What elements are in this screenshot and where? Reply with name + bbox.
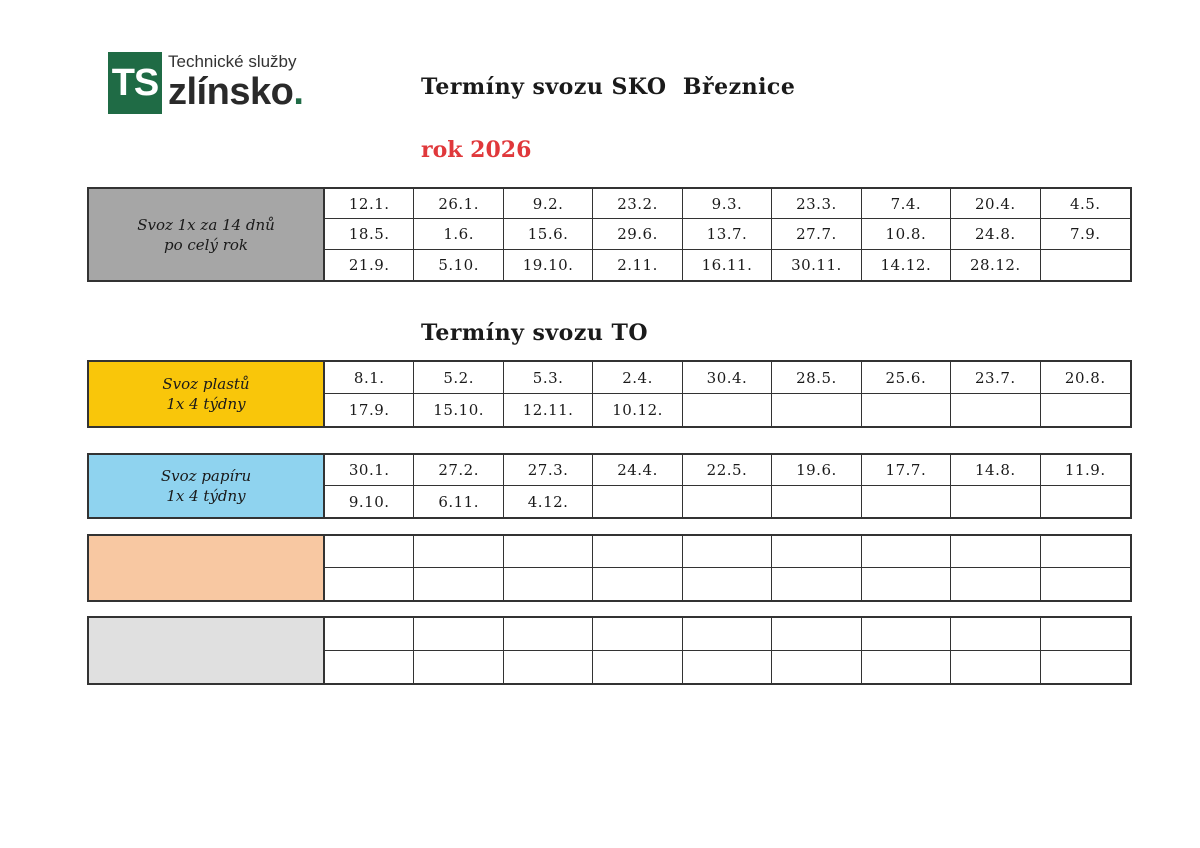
date-cell bbox=[683, 536, 772, 568]
date-cell bbox=[593, 568, 682, 600]
empty2-label bbox=[89, 618, 325, 683]
logo-text bbox=[168, 52, 303, 114]
date-cell: 27.2. bbox=[414, 455, 503, 486]
date-cell: 14.8. bbox=[951, 455, 1040, 486]
logo bbox=[108, 52, 303, 114]
date-cell: 24.8. bbox=[951, 219, 1040, 249]
date-cell: 7.9. bbox=[1041, 219, 1130, 249]
date-cell: 2.11. bbox=[593, 250, 682, 280]
papir-date-grid bbox=[325, 455, 1130, 517]
empty2-date-grid bbox=[325, 618, 1130, 683]
date-cell bbox=[1041, 618, 1130, 651]
date-cell bbox=[1041, 568, 1130, 600]
date-cell: 19.6. bbox=[772, 455, 861, 486]
date-cell bbox=[862, 568, 951, 600]
date-cell bbox=[325, 568, 414, 600]
date-cell: 10.8. bbox=[862, 219, 951, 249]
date-cell bbox=[772, 394, 861, 426]
date-cell bbox=[414, 568, 503, 600]
date-cell: 1.6. bbox=[414, 219, 503, 249]
date-cell: 22.5. bbox=[683, 455, 772, 486]
date-cell bbox=[325, 618, 414, 651]
date-cell: 23.7. bbox=[951, 362, 1040, 394]
date-cell: 17.7. bbox=[862, 455, 951, 486]
date-cell: 24.4. bbox=[593, 455, 682, 486]
date-cell bbox=[504, 651, 593, 684]
date-cell: 4.12. bbox=[504, 486, 593, 517]
section-title-to: Termíny svozu TO bbox=[421, 320, 649, 346]
date-cell bbox=[1041, 394, 1130, 426]
date-cell: 21.9. bbox=[325, 250, 414, 280]
date-cell: 30.4. bbox=[683, 362, 772, 394]
logo-subtitle: Technické služby bbox=[168, 52, 297, 71]
date-cell bbox=[325, 536, 414, 568]
date-cell bbox=[504, 568, 593, 600]
date-cell: 8.1. bbox=[325, 362, 414, 394]
date-cell bbox=[414, 651, 503, 684]
date-cell bbox=[951, 618, 1040, 651]
page-title: Termíny svozu SKO Březnice bbox=[421, 74, 796, 100]
date-cell bbox=[414, 536, 503, 568]
plasty-label-line: 1x 4 týdny bbox=[166, 395, 246, 413]
date-cell: 26.1. bbox=[414, 189, 503, 219]
papir-label-line: Svoz papíru bbox=[160, 467, 252, 485]
plasty-label bbox=[89, 362, 325, 426]
date-cell bbox=[593, 651, 682, 684]
date-cell: 6.11. bbox=[414, 486, 503, 517]
logo-name-text: zlínsko bbox=[168, 71, 294, 113]
date-cell: 12.1. bbox=[325, 189, 414, 219]
year-label: rok 2026 bbox=[421, 137, 532, 163]
sko-label-line: Svoz 1x za 14 dnů bbox=[137, 215, 275, 234]
date-cell bbox=[772, 536, 861, 568]
date-cell bbox=[1041, 486, 1130, 517]
plastic-schedule-table bbox=[87, 360, 1132, 428]
date-cell bbox=[772, 651, 861, 684]
date-cell: 2.4. bbox=[593, 362, 682, 394]
sko-date-grid bbox=[325, 189, 1130, 280]
date-cell bbox=[951, 568, 1040, 600]
date-cell: 5.10. bbox=[414, 250, 503, 280]
date-cell: 28.12. bbox=[951, 250, 1040, 280]
date-cell: 23.2. bbox=[593, 189, 682, 219]
logo-badge: TS bbox=[108, 52, 162, 114]
date-cell bbox=[683, 568, 772, 600]
date-cell bbox=[772, 618, 861, 651]
date-cell: 18.5. bbox=[325, 219, 414, 249]
date-cell bbox=[593, 536, 682, 568]
date-cell: 25.6. bbox=[862, 362, 951, 394]
date-cell bbox=[1041, 250, 1130, 280]
date-cell: 4.5. bbox=[1041, 189, 1130, 219]
date-cell: 13.7. bbox=[683, 219, 772, 249]
sko-label bbox=[89, 189, 325, 280]
date-cell: 30.11. bbox=[772, 250, 861, 280]
date-cell bbox=[951, 536, 1040, 568]
date-cell: 5.3. bbox=[504, 362, 593, 394]
date-cell bbox=[593, 618, 682, 651]
date-cell: 19.10. bbox=[504, 250, 593, 280]
date-cell: 16.11. bbox=[683, 250, 772, 280]
date-cell bbox=[862, 536, 951, 568]
empty-schedule-table-2 bbox=[87, 616, 1132, 685]
date-cell bbox=[325, 651, 414, 684]
date-cell: 12.11. bbox=[504, 394, 593, 426]
empty1-label bbox=[89, 536, 325, 600]
empty-schedule-table-1 bbox=[87, 534, 1132, 602]
date-cell bbox=[414, 618, 503, 651]
plasty-date-grid bbox=[325, 362, 1130, 426]
papir-label bbox=[89, 455, 325, 517]
date-cell bbox=[683, 394, 772, 426]
date-cell: 30.1. bbox=[325, 455, 414, 486]
date-cell: 28.5. bbox=[772, 362, 861, 394]
date-cell: 5.2. bbox=[414, 362, 503, 394]
date-cell bbox=[683, 486, 772, 517]
date-cell: 15.10. bbox=[414, 394, 503, 426]
date-cell bbox=[951, 651, 1040, 684]
plasty-label-line: Svoz plastů bbox=[162, 375, 250, 393]
date-cell: 20.4. bbox=[951, 189, 1040, 219]
date-cell: 27.3. bbox=[504, 455, 593, 486]
logo-dot: . bbox=[293, 71, 304, 113]
date-cell bbox=[504, 618, 593, 651]
date-cell: 29.6. bbox=[593, 219, 682, 249]
logo-name bbox=[168, 72, 303, 112]
papir-label-line: 1x 4 týdny bbox=[166, 487, 246, 505]
date-cell: 15.6. bbox=[504, 219, 593, 249]
date-cell: 23.3. bbox=[772, 189, 861, 219]
date-cell: 11.9. bbox=[1041, 455, 1130, 486]
date-cell bbox=[951, 394, 1040, 426]
sko-schedule-table bbox=[87, 187, 1132, 282]
paper-schedule-table bbox=[87, 453, 1132, 519]
date-cell: 9.3. bbox=[683, 189, 772, 219]
date-cell: 10.12. bbox=[593, 394, 682, 426]
date-cell: 9.2. bbox=[504, 189, 593, 219]
date-cell bbox=[683, 618, 772, 651]
date-cell bbox=[951, 486, 1040, 517]
date-cell bbox=[862, 394, 951, 426]
date-cell bbox=[504, 536, 593, 568]
date-cell bbox=[772, 486, 861, 517]
date-cell bbox=[1041, 536, 1130, 568]
date-cell: 17.9. bbox=[325, 394, 414, 426]
date-cell bbox=[772, 568, 861, 600]
date-cell: 20.8. bbox=[1041, 362, 1130, 394]
date-cell bbox=[862, 651, 951, 684]
date-cell: 27.7. bbox=[772, 219, 861, 249]
date-cell: 7.4. bbox=[862, 189, 951, 219]
sko-label-line: po celý rok bbox=[163, 235, 248, 254]
date-cell bbox=[683, 651, 772, 684]
date-cell: 9.10. bbox=[325, 486, 414, 517]
date-cell bbox=[593, 486, 682, 517]
date-cell bbox=[862, 486, 951, 517]
date-cell bbox=[1041, 651, 1130, 684]
date-cell bbox=[862, 618, 951, 651]
empty1-date-grid bbox=[325, 536, 1130, 600]
date-cell: 14.12. bbox=[862, 250, 951, 280]
